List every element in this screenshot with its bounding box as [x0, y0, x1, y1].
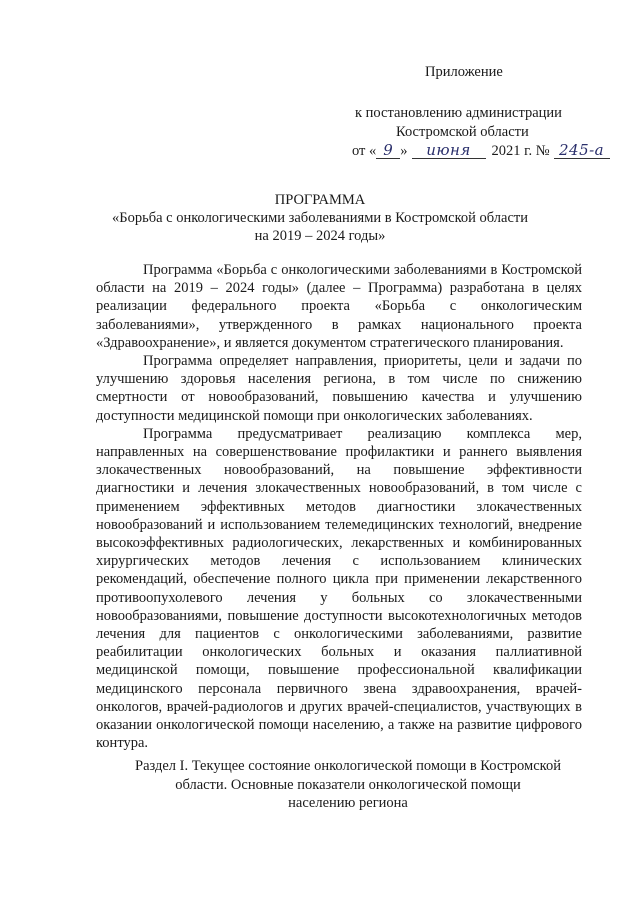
date-month-blank [412, 141, 486, 159]
paragraph-2: Программа определяет направления, приоритеты, цели и задачи по улучшению здоровья населения региона, в том числе по снижению смертности от новообразований, повышению качества и улучшению доступности медицинской помощи при онкологических заболеваниях. [96, 353, 582, 424]
date-day-blank [376, 141, 400, 159]
program-title: ПРОГРАММА [274, 192, 366, 208]
section-heading-line-3: населению региона [288, 795, 408, 811]
date-month-handwritten: июня [426, 141, 471, 159]
resolution-line-2: Костромской области [396, 124, 529, 140]
section-heading-line-2: области. Основные показатели онкологической помощи [175, 776, 521, 793]
program-body [96, 261, 582, 752]
program-subtitle-line-1: «Борьба с онкологическими заболеваниями в Костромской области [112, 210, 528, 226]
appendix-label: Приложение [425, 64, 503, 80]
date-mid: » [400, 143, 408, 159]
doc-number-blank [554, 141, 610, 159]
paragraph-3: Программа предусматривает реализацию комплекса мер, направленных на совершенствование профилактики и раннего выявления злокачественных новообразований, на повышение эффективности диагностики и лечения злокачественных новообразований, в том числе с применением эффективных методов диагностики злокачественных новообразований и использованием телемедицинских технологий, внедрение высокоэффективных радиологических, лекарственных и комбинированных хирургических методов лечения с использованием клинических рекомендаций, обеспечение полного цикла при применении лекарственного противоопухолевого лечения у больных со злокачественными новообразованиями, повышение доступности высокотехнологичных методов лечения для пациентов с онкологическими заболеваниями, развитие реабилитации онкологических больных и оказания паллиативной медицинской помощи, повышение профессиональной квалификации медицинского персонала первичного звена здравоохранения, врачей-онкологов, врачей-радиологов и других врачей-специалистов, участвующих в оказании онкологической помощи населению, а также на развитие цифрового контура. [96, 425, 582, 752]
section-heading [118, 757, 578, 813]
date-day-handwritten: 9 [383, 141, 394, 159]
date-year: 2021 г. № [491, 143, 550, 159]
resolution-line-1: к постановлению администрации [355, 105, 562, 121]
date-prefix: от « [352, 143, 377, 159]
resolution-date-line [352, 141, 610, 160]
paragraph-1: Программа «Борьба с онкологическими заболеваниями в Костромской области на 2019 – 2024 годы» (далее – Программа) разработана в целях реализации федерального проекта «Борьба с онкологическим заболеваниями», утвержденного в рамках национального проекта «Здравоохранение», и является документом стратегического планирования. [96, 262, 582, 351]
section-heading-line-1: Раздел I. Текущее состояние онкологической помощи в Костромской [135, 758, 561, 774]
doc-number-handwritten: 245-а [558, 141, 605, 159]
program-subtitle-line-2: на 2019 – 2024 годы» [254, 228, 386, 244]
